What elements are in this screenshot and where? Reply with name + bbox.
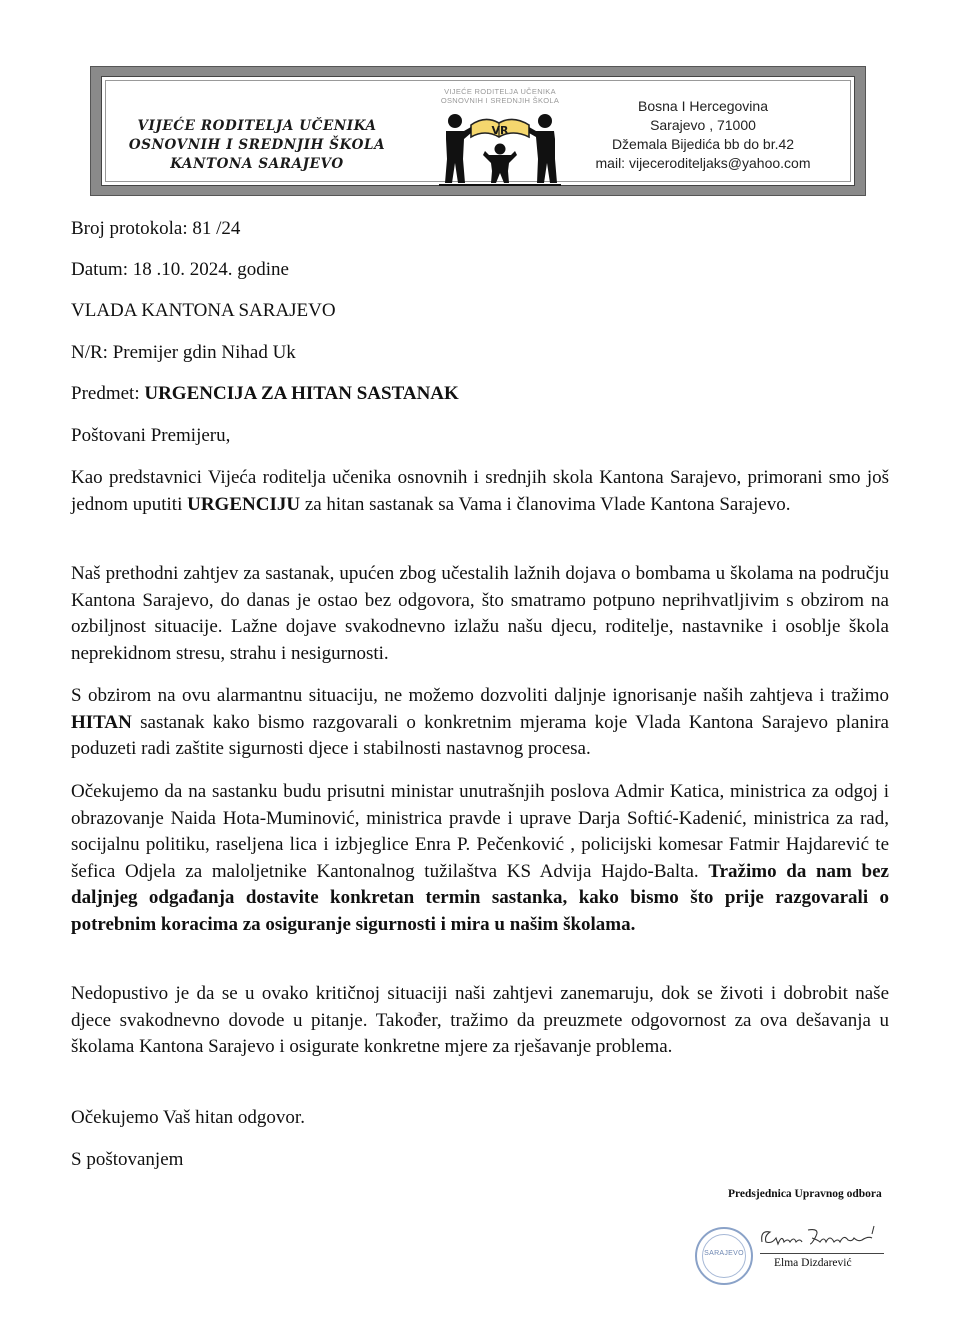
- p1-text-b: za hitan sastanak sa Vama i članovima Vlade Kantona Sarajevo.: [300, 493, 791, 515]
- closing-request: Očekujemo Vaš hitan odgovor.: [71, 1107, 305, 1128]
- contact-city: Sarajevo , 71000: [650, 117, 756, 133]
- paragraph-1: [71, 465, 889, 518]
- logo-caption-line-2: OSNOVNIH I SREDNJIH ŠKOLA: [440, 96, 560, 105]
- handwritten-signature: [758, 1222, 882, 1250]
- p4-text-a: Očekujemo da na sastanku budu prisutni ministar unutrašnjih poslova Admir Katica, ministrica za odgoj i obrazovanje Naida Hota-Muminović, ministrica pravde i uprave Darja Softić-Kadenić, ministrica za rad, socijalnu politiku, raseljena lica i izbjeglice Enra P. Pečenković , policijski komesar Fatmir Hajdarević te šefica Odjela za maloljetnike Kantonalnog tužilaštva KS Advija Hajdo-Balta.: [71, 781, 889, 882]
- org-name-line-3: KANTONA SARAJEVO: [170, 156, 344, 172]
- logo-caption-line-1: VIJEĆE RODITELJA UČENIKA: [444, 87, 556, 96]
- p1-bold: URGENCIJU: [187, 493, 301, 515]
- family-book-icon: [437, 107, 563, 187]
- signatory-name: Elma Dizdarević: [774, 1257, 852, 1269]
- protocol-number: Broj protokola: 81 /24: [71, 218, 241, 239]
- signatory-title: Predsjednica Upravnog odbora: [728, 1188, 882, 1200]
- p3-text-b: sastanak kako bismo razgovarali o konkretnim mjerama koje Vlada Kantona Sarajevo planira poduzeti radi zaštite sigurnosti djece i stabilnosti nastavnog procesa.: [71, 711, 889, 760]
- paragraph-4: [71, 779, 889, 939]
- signature-line: [760, 1253, 884, 1254]
- org-name-line-2: OSNOVNIH I SREDNJIH ŠKOLA: [128, 137, 386, 153]
- logo-caption: [425, 87, 575, 105]
- subject-text: URGENCIJA ZA HITAN SASTANAK: [144, 383, 459, 404]
- org-name-line-1: VIJEĆE RODITELJA UČENIKA: [137, 118, 377, 134]
- contact-country: Bosna I Hercegovina: [638, 98, 768, 114]
- subject-label: Predmet:: [71, 383, 145, 404]
- closing: S poštovanjem: [71, 1149, 184, 1170]
- paragraph-3: [71, 683, 889, 763]
- p4-bold: Tražimo da nam bez daljnjeg odgađanja dostavite konkretan termin sastanka, kako bismo što prije razgovarali o potrebnim koracima za osiguranje sigurnosti i mira u našim školama.: [71, 860, 889, 935]
- document-date: Datum: 18 .10. 2024. godine: [71, 259, 289, 280]
- letterhead-frame: [101, 76, 855, 186]
- recipient: VLADA KANTONA SARAJEVO: [71, 300, 336, 321]
- salutation: Poštovani Premijeru,: [71, 425, 231, 446]
- organization-name: [122, 117, 392, 174]
- p3-bold: HITAN: [71, 711, 132, 733]
- p3-text-a: S obzirom na ovu alarmantnu situaciju, ne možemo dozvoliti daljnje ignorisanje naših zahtjeva i tražimo: [71, 685, 889, 706]
- paragraph-2: Naš prethodni zahtjev za sastanak, upućen zbog učestalih lažnih dojava o bombama u školama na području Kantona Sarajevo, do danas je ostao bez odgovora, što smatramo potpuno neprihvatljivim s obzirom na ozbiljnost situacije. Lažne dojave svakodnevno izlažu našu djecu, roditelje, nastavnike i osoblje škola neprekidnom stresu, strahu i nesigurnosti.: [71, 563, 889, 664]
- subject-line: [71, 383, 459, 405]
- stamp: [695, 1227, 753, 1285]
- contact-email: mail: vijeceroditeljaks@yahoo.com: [595, 155, 811, 171]
- contact-address: Džemala Bijedića bb do br.42: [611, 136, 795, 152]
- contact-info: [568, 97, 838, 173]
- stamp-text: SARAJEVO: [704, 1250, 744, 1257]
- letterhead: [90, 66, 866, 196]
- attention-line: N/R: Premijer gdin Nihad Uk: [71, 342, 296, 363]
- p1-text-a: Kao predstavnici Vijeća roditelja učenika osnovnih i srednjih skola Kantona Sarajevo, primorani smo još jednom uputiti: [71, 467, 889, 515]
- logo-letters: VR: [491, 124, 509, 137]
- organization-logo: [425, 85, 575, 189]
- paragraph-5: Nedopustivo je da se u ovako kritičnoj situaciji naši zahtjevi zanemaruju, dok se životi i dobrobit naše djece svakodnevno dovode u pitanje. Također, tražimo da preuzmete odgovornost za ova dešavanja u školama Kantona Sarajevo i osigurate konkretne mjere za rješavanje problema.: [71, 983, 889, 1058]
